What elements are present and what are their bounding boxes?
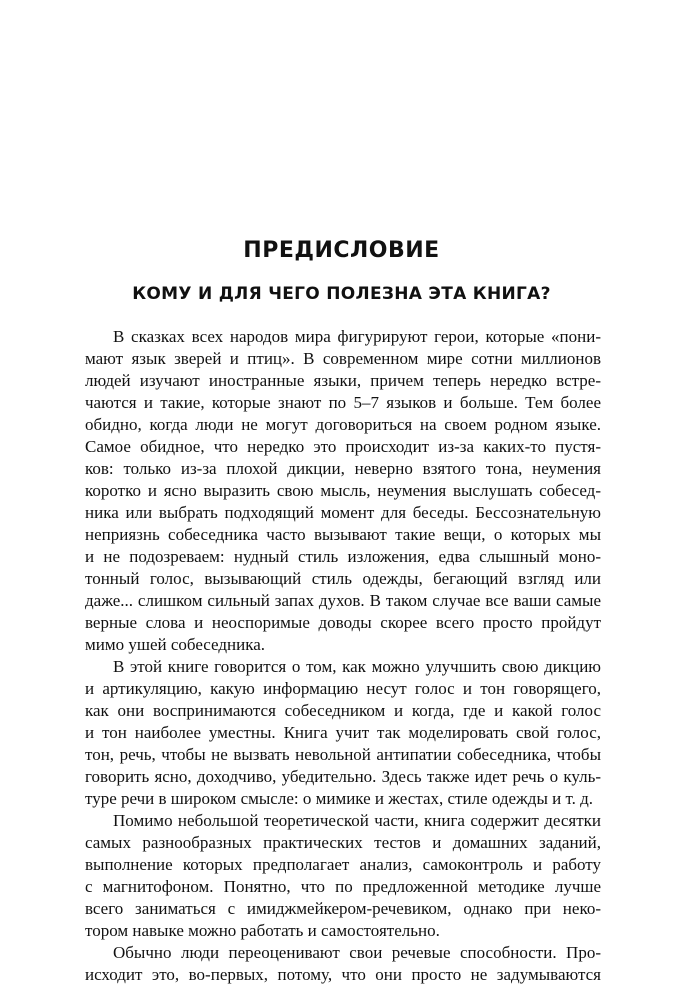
text-line: коротко и ясно выразить свою мысль, неумения выслушать собесед- xyxy=(85,481,601,500)
text-line: выполнение которых предполагает анализ, самоконтроль и работу xyxy=(85,855,601,874)
text-line: туре речи в широком смысле: о мимике и жестах, стиле одежды и т. д. xyxy=(85,789,594,808)
text-line: тонный голос, вызывающий стиль одежды, бегающий взгляд или xyxy=(85,569,601,588)
text-line: тором навыке можно работать и самостоятельно. xyxy=(85,921,440,940)
text-line: как они воспринимаются собеседником и когда, где и какой голос xyxy=(85,701,601,720)
text-line: В этой книге говорится о том, как можно улучшить свою дикцию xyxy=(113,657,601,676)
paragraph-3 xyxy=(85,810,601,942)
text-line: верные слова и неоспоримые доводы скорее всего просто пройдут xyxy=(85,613,601,632)
text-line: даже... слишком сильный запах духов. В таком случае все ваши самые xyxy=(85,591,601,610)
paragraph-2 xyxy=(85,656,601,810)
text-line: чаются и такие, которые знают по 5–7 языков и больше. Тем более xyxy=(85,393,601,412)
text-line: Помимо небольшой теоретической части, книга содержит десятки xyxy=(113,811,601,830)
page-subtitle: КОМУ И ДЛЯ ЧЕГО ПОЛЕЗНА ЭТА КНИГА? xyxy=(132,284,551,304)
paragraph-1 xyxy=(85,326,601,656)
paragraph-4 xyxy=(85,942,601,986)
text-line: ника или выбрать подходящий момент для беседы. Бессознательную xyxy=(85,503,601,522)
body-text xyxy=(85,326,601,986)
text-line: мимо ушей собеседника. xyxy=(85,635,266,654)
text-line: и тон наиболее уместны. Книга учит так моделировать свой голос, xyxy=(85,723,601,742)
text-line: Самое обидное, что нередко это происходит из-за каких-то пустя- xyxy=(85,437,601,456)
text-line: мают язык зверей и птиц». В современном мире сотни миллионов xyxy=(85,349,601,368)
text-line: самых разнообразных практических тестов и домашних заданий, xyxy=(85,833,601,852)
text-line: В сказках всех народов мира фигурируют герои, которые «пони- xyxy=(113,327,601,346)
text-line: людей изучают иностранные языки, причем теперь нередко встре- xyxy=(85,371,601,390)
text-line: с магнитофоном. Понятно, что по предложенной методике лучше xyxy=(85,877,601,896)
text-line: неприязнь собеседника часто вызывают такие вещи, о которых мы xyxy=(85,525,601,544)
text-line: обидно, когда люди не могут договориться на своем родном языке. xyxy=(85,415,601,434)
text-line: ков: только из-за плохой дикции, неверно взятого тона, неумения xyxy=(85,459,601,478)
text-line: Обычно люди переоценивают свои речевые способности. Про- xyxy=(113,943,601,962)
text-line: тон, речь, чтобы не вызвать невольной антипатии собеседника, чтобы xyxy=(85,745,601,764)
text-line: исходит это, во-первых, потому, что они просто не задумываются xyxy=(85,965,601,984)
text-line: и не подозреваем: нудный стиль изложения, едва слышный моно- xyxy=(85,547,601,566)
text-line: говорить ясно, доходчиво, убедительно. Здесь также идет речь о куль- xyxy=(85,767,601,786)
page-title: ПРЕДИСЛОВИЕ xyxy=(243,238,440,263)
text-line: и артикуляцию, какую информацию несут голос и тон говорящего, xyxy=(85,679,601,698)
text-line: всего заниматься с имиджмейкером-речевиком, однако при неко- xyxy=(85,899,601,918)
